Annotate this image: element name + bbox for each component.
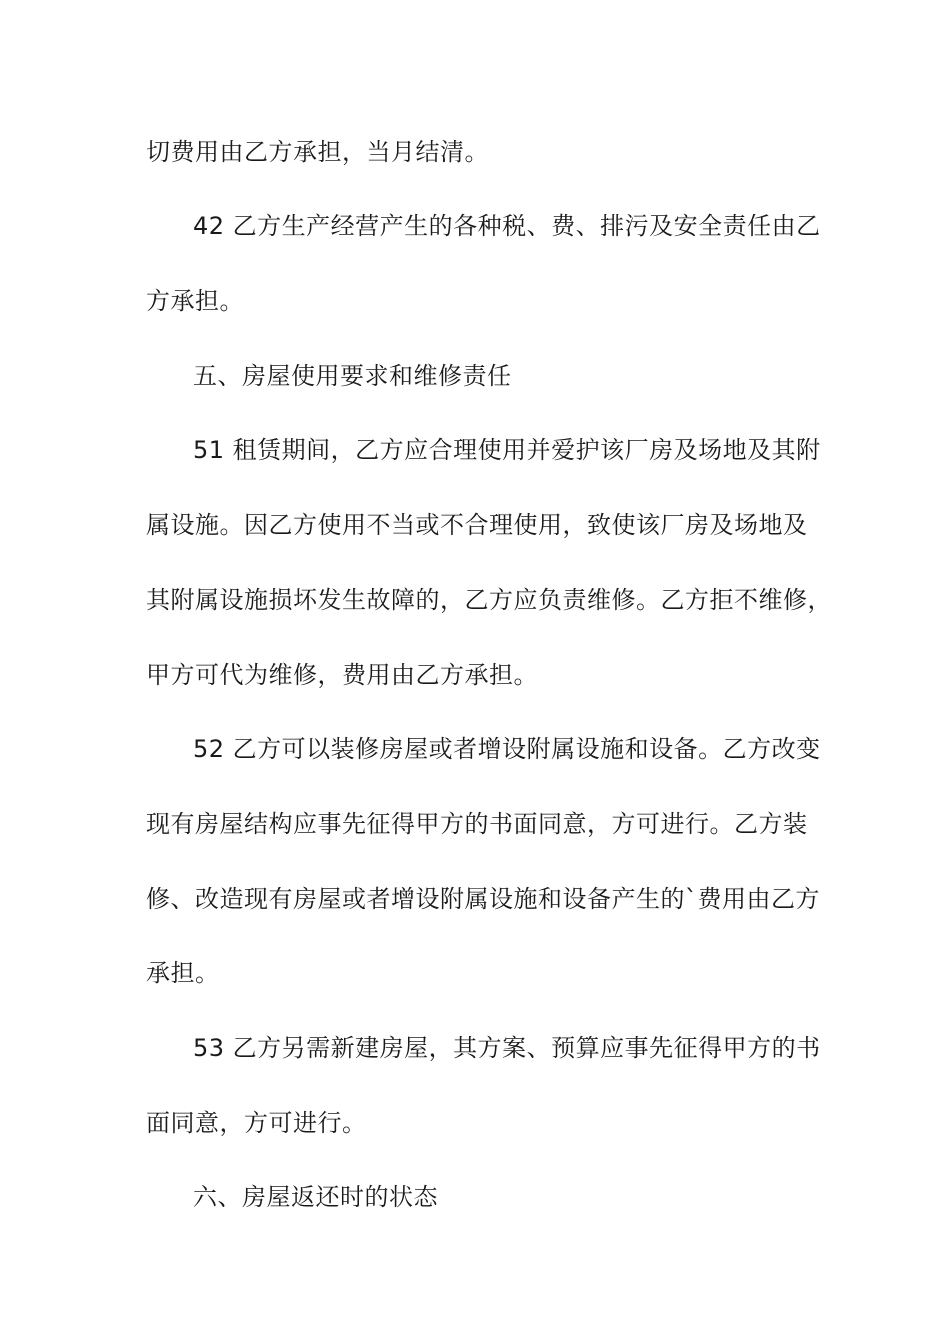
- text-line: 切费用由乙方承担，当月结清。: [146, 138, 489, 166]
- section-heading-6: 六、房屋返还时的状态: [193, 1183, 438, 1211]
- clause-5-3: 53 乙方另需新建房屋，其方案、预算应事先征得甲方的书: [193, 1034, 821, 1062]
- section-heading-5: 五、房屋使用要求和维修责任: [193, 362, 512, 390]
- text-line: 现有房屋结构应事先征得甲方的书面同意，方可进行。乙方装: [146, 810, 808, 838]
- clause-4-2: 42 乙方生产经营产生的各种税、费、排污及安全责任由乙: [193, 212, 821, 240]
- text-line: 其附属设施损坏发生故障的，乙方应负责维修。乙方拒不维修，: [146, 586, 832, 614]
- text-line: 承担。: [146, 959, 220, 987]
- clause-5-1: 51 租赁期间，乙方应合理使用并爱护该厂房及场地及其附: [193, 436, 821, 464]
- text-line: 修、改造现有房屋或者增设附属设施和设备产生的`费用由乙方: [146, 885, 820, 913]
- text-line: 甲方可代为维修，费用由乙方承担。: [146, 661, 538, 689]
- text-line: 面同意，方可进行。: [146, 1109, 367, 1137]
- clause-5-2: 52 乙方可以装修房屋或者增设附属设施和设备。乙方改变: [193, 735, 821, 763]
- text-line: 属设施。因乙方使用不当或不合理使用，致使该厂房及场地及: [146, 511, 808, 539]
- text-line: 方承担。: [146, 287, 244, 315]
